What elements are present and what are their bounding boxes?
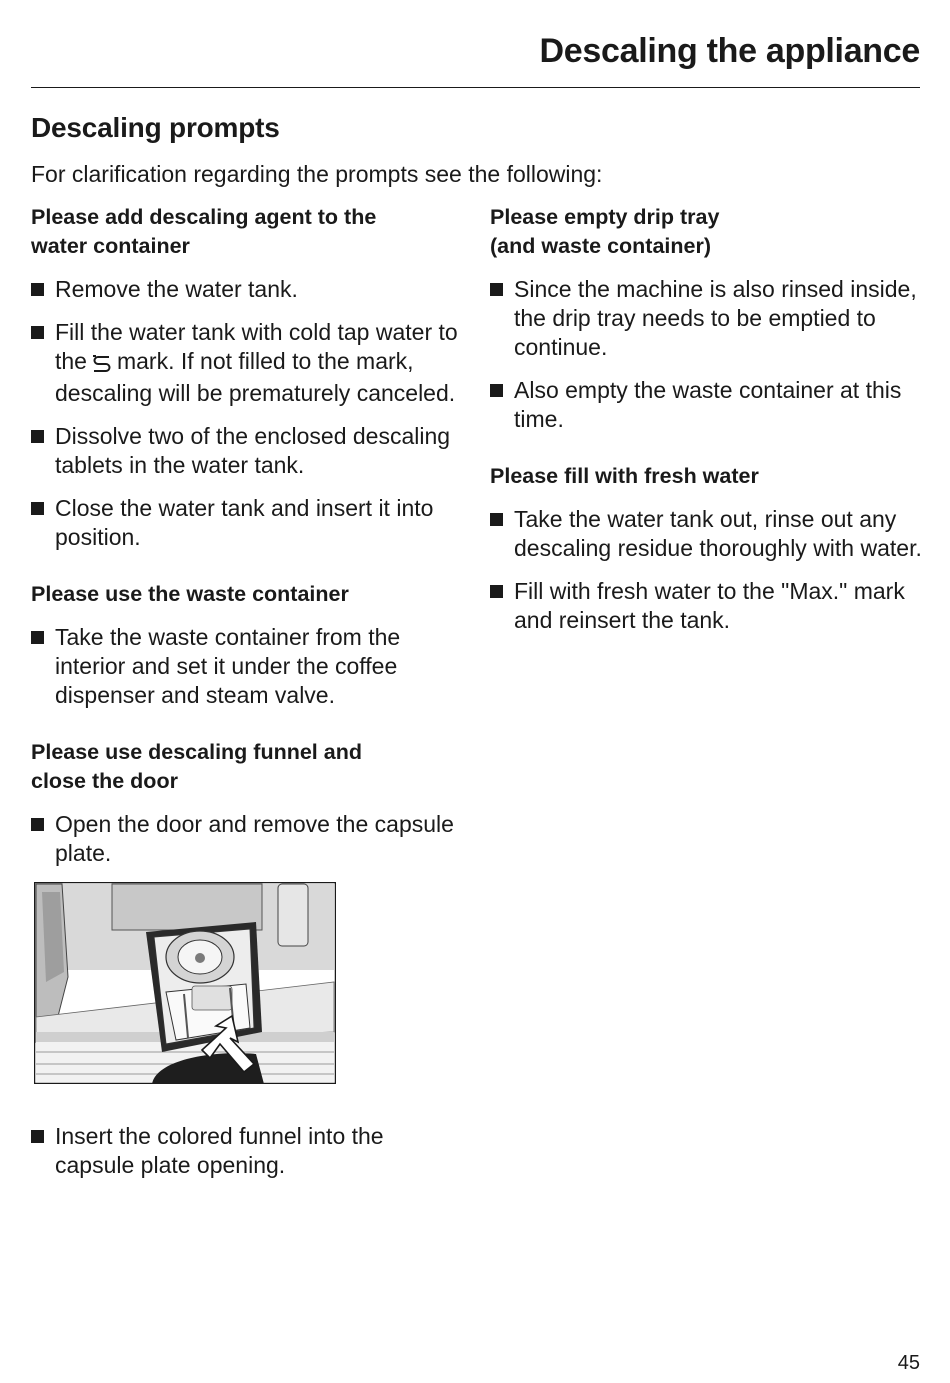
- section-title: Descaling prompts: [31, 112, 280, 143]
- instruction-list: [31, 623, 461, 710]
- capsule-plate-illustration: [34, 882, 336, 1084]
- descaling-mark-icon: [91, 350, 113, 379]
- square-bullet-icon: [31, 326, 44, 339]
- square-bullet-icon: [31, 283, 44, 296]
- list-item: Open the door and remove the capsule plate.: [31, 810, 461, 868]
- prompt-add-descaling-agent: [31, 203, 461, 552]
- square-bullet-icon: [31, 430, 44, 443]
- square-bullet-icon: [490, 384, 503, 397]
- intro-text: For clarification regarding the prompts see the following:: [31, 161, 603, 187]
- instruction-list: [31, 275, 461, 552]
- prompt-heading: Please use descaling funnel and close the door: [31, 740, 362, 793]
- list-item: Dissolve two of the enclosed descaling tablets in the water tank.: [31, 422, 461, 480]
- prompt-use-waste-container: [31, 580, 461, 710]
- page-number: 45: [897, 1352, 920, 1374]
- list-item: Fill with fresh water to the "Max." mark and reinsert the tank.: [490, 577, 925, 635]
- prompt-heading: Please fill with fresh water: [490, 464, 759, 488]
- square-bullet-icon: [31, 1130, 44, 1143]
- square-bullet-icon: [490, 283, 503, 296]
- prompt-heading: Please use the waste container: [31, 582, 349, 606]
- page-header: [31, 30, 920, 88]
- instruction-list: [490, 505, 925, 635]
- instruction-list: [31, 810, 461, 868]
- list-item: Close the water tank and insert it into position.: [31, 494, 461, 552]
- square-bullet-icon: [31, 818, 44, 831]
- square-bullet-icon: [490, 585, 503, 598]
- list-item: Take the water tank out, rinse out any descaling residue thoroughly with water.: [490, 505, 925, 563]
- left-column: [31, 203, 461, 1208]
- square-bullet-icon: [31, 502, 44, 515]
- list-item: Remove the water tank.: [31, 275, 461, 304]
- page-title: Descaling the appliance: [539, 32, 920, 70]
- prompt-heading: Please add descaling agent to the water container: [31, 205, 377, 258]
- prompt-fill-fresh-water: [490, 462, 925, 635]
- list-item: Since the machine is also rinsed inside, the drip tray needs to be emptied to continue.: [490, 275, 925, 362]
- instruction-list: [490, 275, 925, 434]
- prompt-descaling-funnel: [31, 738, 461, 1180]
- square-bullet-icon: [31, 631, 44, 644]
- right-column: [490, 203, 925, 663]
- square-bullet-icon: [490, 513, 503, 526]
- list-item: Insert the colored funnel into the capsule plate opening.: [31, 1122, 461, 1180]
- list-item: Also empty the waste container at this time.: [490, 376, 925, 434]
- list-item: Fill the water tank with cold tap water to the mark. If not filled to the mark, descaling will be prematurely canceled.: [31, 318, 461, 408]
- instruction-list: [31, 1122, 461, 1180]
- list-item: Take the waste container from the interior and set it under the coffee dispenser and steam valve.: [31, 623, 461, 710]
- prompt-heading: Please empty drip tray (and waste container): [490, 205, 720, 258]
- prompt-empty-drip-tray: [490, 203, 925, 434]
